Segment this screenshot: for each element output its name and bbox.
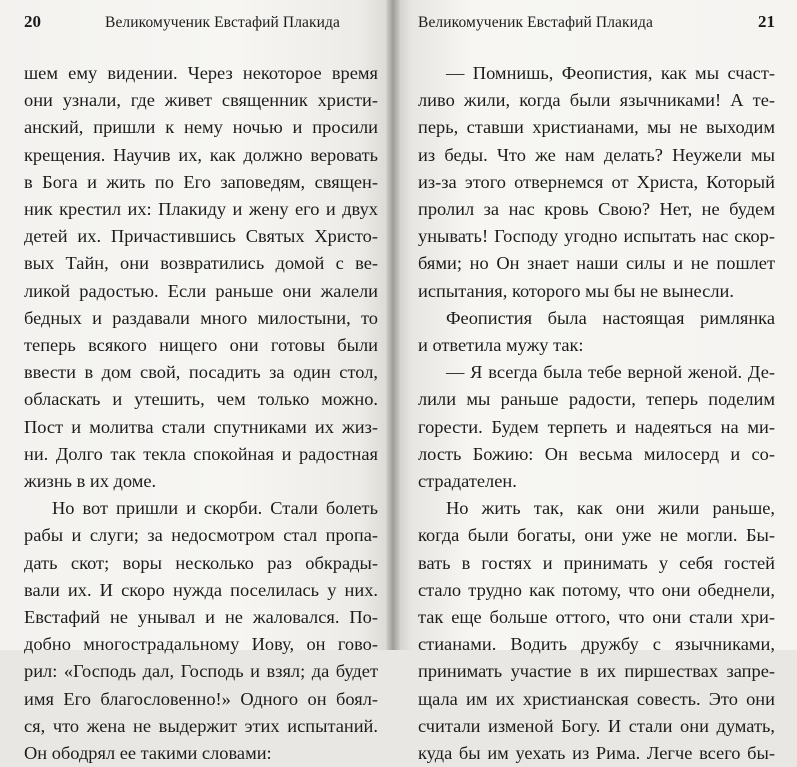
text-line: из-за этого отвернемся от Христа, Который (418, 171, 775, 192)
text-line: — Помнишь, Феопистия, как мы счаст- (446, 63, 775, 83)
text-line: обласкать и утешить, чем только можно. (24, 389, 378, 410)
text-line: бями; но Он знает наши силы и не пошлет (418, 253, 775, 274)
right-page-number: 21 (758, 12, 775, 31)
text-line: в Бога и жить по Его заповедям, священ- (24, 171, 378, 192)
text-line: рабы и слуги; за недосмотром стал пропа- (24, 525, 378, 546)
text-line: унывать! Господу угодно испытать нас скор- (418, 226, 775, 247)
text-line: теперь всякого нищего они готовы были (24, 335, 378, 356)
text-line: они узнали, где живет священник христи- (24, 90, 378, 111)
text-line: — Я всегда была тебе верной женой. Де- (446, 362, 775, 383)
text-line: вали их. И скоро нужда поселилась у них. (24, 579, 378, 600)
text-line: шем ему видении. Через некоторое время (24, 63, 378, 83)
text-line: крещения. Научив их, как должно веровать (24, 144, 378, 165)
text-line: ся, что жена не выдержит этих испытаний. (24, 715, 378, 736)
text-line: вых Тайн, они возвратились домой с ве- (24, 253, 378, 274)
text-line: Евстафий не унывал и не жаловался. По- (24, 607, 378, 628)
right-page-header (418, 12, 775, 42)
text-line: детей их. Причастившись Святых Христо- (24, 226, 378, 247)
text-line: лость Божию: Он весьма милосерд и со- (418, 443, 775, 464)
text-line: пролил за нас кровь Свою? Нет, не будем (418, 199, 775, 220)
left-page (0, 0, 392, 764)
text-line: считали изменой Богу. И стали они думать, (418, 715, 775, 736)
text-line: горести. Будем терпеть и надеяться на ми- (418, 416, 775, 437)
text-line: Пост и молитва стали спутниками их жиз- (24, 416, 378, 437)
text-line: анский, пришли к нему ночью и просили (24, 117, 378, 138)
text-line: добно многострадальному Иову, он гово- (24, 634, 378, 655)
left-page-header (24, 12, 378, 42)
text-line: бедных и раздавали много милостыни, то (24, 307, 378, 328)
text-line: перь, ставши христианами, мы не выходим (418, 117, 775, 138)
text-line: ввести в дом свой, посадить за один стол, (24, 362, 378, 383)
text-line: ник крестил их: Плакиду и жену его и двух (24, 199, 378, 220)
text-line: испытания, которого мы бы не вынесли. (418, 280, 734, 301)
text-line: ликой радостью. Если раньше они жалели (24, 280, 378, 301)
text-line: рил: «Господь дал, Господь и взял; да будет (24, 661, 378, 682)
right-running-title: Великомученик Евстафий Плакида (418, 14, 654, 31)
text-line: когда были богаты, они уже не могли. Бы- (418, 525, 775, 546)
text-line: вать в гостях и принимать у себя гостей (418, 552, 775, 573)
text-line: из беды. Что же нам делать? Неужели мы (418, 144, 775, 165)
text-line: Но вот пришли и скорби. Стали болеть (52, 498, 378, 519)
text-line: и ответила мужу так: (418, 335, 584, 356)
text-line: Феопистия была настоящая римлянка (446, 307, 775, 328)
text-line: так еще больше оттого, что они стали хри- (418, 607, 775, 628)
text-line: принимать участие в их пиршествах запре- (418, 661, 775, 682)
left-page-number: 20 (24, 12, 41, 31)
text-line: жизнь в их доме. (24, 471, 157, 492)
text-line: щала им их христианская совесть. Это они (418, 688, 775, 709)
text-line: Он ободрял ее такими словами: (24, 743, 272, 764)
book-gutter (386, 0, 400, 650)
text-line: ни. Долго так текла спокойная и радостная (24, 443, 378, 464)
text-line: имя Его благословенно!» Одного он боял- (24, 688, 378, 709)
text-line: стало трудно как потому, что они обеднели, (418, 579, 775, 600)
text-line: ливо жили, когда были язычниками! А те- (418, 90, 775, 111)
text-line: Но жить так, как они жили раньше, (446, 498, 775, 519)
text-line: страдателен. (418, 471, 517, 492)
right-page (392, 0, 797, 764)
left-page-body (24, 60, 378, 767)
text-line: дать скот; воры несколько раз обкрады- (24, 552, 378, 573)
left-running-title: Великомученик Евстафий Плакида (105, 14, 341, 31)
text-line: лили мы раньше радости, теперь поделим (418, 389, 775, 410)
text-line: куда бы им уехать из Рима. Легче всего бы- (418, 743, 775, 764)
right-page-body (418, 60, 775, 767)
text-line: стианами. Водить дружбу с язычниками, (418, 634, 775, 655)
